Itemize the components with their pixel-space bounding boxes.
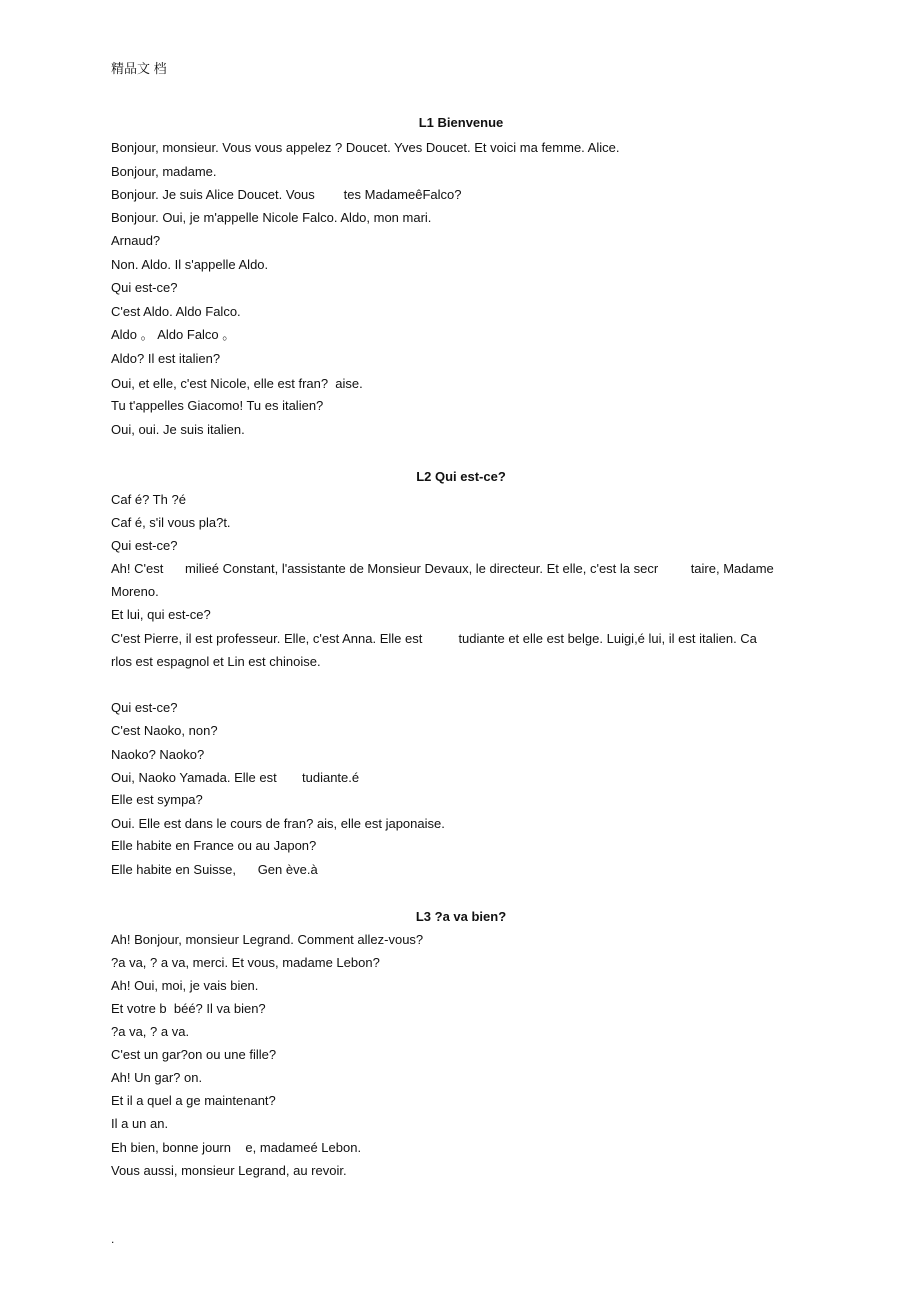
dialogue-line: Caf é? Th ?é: [111, 492, 186, 507]
dialogue-line: Qui est-ce?: [111, 280, 178, 295]
section-title-l3: L3 ?a va bien?: [415, 909, 507, 924]
dialogue-line: Oui. Elle est dans le cours de fran? ais, elle est japonaise.: [111, 816, 445, 831]
dialogue-line: Il a un an.: [111, 1116, 169, 1131]
page-footer: .: [111, 1232, 115, 1246]
dialogue-line: Ah! Un gar? on.: [111, 1070, 203, 1085]
dialogue-line: Oui, et elle, c'est Nicole, elle est fran? aise.: [111, 376, 363, 391]
dialogue-line: Et lui, qui est-ce?: [111, 607, 211, 622]
dialogue-line: Oui, Naoko Yamada. Elle est tudiante.é: [111, 770, 360, 785]
section-title-l1: L1 Bienvenue: [418, 115, 504, 130]
dialogue-line: Ah! Bonjour, monsieur Legrand. Comment allez-vous?: [111, 932, 424, 947]
dialogue-line: Aldo? Il est italien?: [111, 351, 221, 366]
dialogue-line: Aldo 。 Aldo Falco 。: [111, 327, 236, 342]
dialogue-line: Elle habite en France ou au Japon?: [111, 838, 317, 853]
dialogue-line: Bonjour, monsieur. Vous vous appelez ? Doucet. Yves Doucet. Et voici ma femme. Alice.: [111, 140, 620, 155]
dialogue-line: Bonjour. Je suis Alice Doucet. Vous tes MadameêFalco?: [111, 187, 462, 202]
dialogue-line: C'est Pierre, il est professeur. Elle, c'est Anna. Elle est tudiante et elle est belge. Luigi,é lui, il est italien. Ca: [111, 631, 757, 646]
dialogue-line: Et votre b béé? Il va bien?: [111, 1001, 266, 1016]
dialogue-line: Non. Aldo. Il s'appelle Aldo.: [111, 257, 269, 272]
dialogue-line: ?a va, ? a va.: [111, 1024, 190, 1039]
dialogue-line: C'est Naoko, non?: [111, 723, 218, 738]
dialogue-line: Elle habite en Suisse, Gen ève.à: [111, 862, 318, 877]
dialogue-line: Ah! C'est milieé Constant, l'assistante de Monsieur Devaux, le directeur. Et elle, c'est la secr taire, Madame: [111, 561, 774, 576]
dialogue-line: Et il a quel a ge maintenant?: [111, 1093, 276, 1108]
dialogue-line: Qui est-ce?: [111, 538, 178, 553]
dialogue-line: Caf é, s'il vous pla?t.: [111, 515, 231, 530]
dialogue-line: Arnaud?: [111, 233, 161, 248]
dialogue-line: Moreno.: [111, 584, 159, 599]
page-header: 精品文 档: [111, 61, 167, 76]
dialogue-line: Ah! Oui, moi, je vais bien.: [111, 978, 259, 993]
dialogue-line: Vous aussi, monsieur Legrand, au revoir.: [111, 1163, 347, 1178]
dialogue-line: Oui, oui. Je suis italien.: [111, 422, 245, 437]
dialogue-line: Bonjour. Oui, je m'appelle Nicole Falco. Aldo, mon mari.: [111, 210, 432, 225]
dialogue-line: Eh bien, bonne journ e, madameé Lebon.: [111, 1140, 362, 1155]
dialogue-line: Elle est sympa?: [111, 792, 203, 807]
dialogue-line: rlos est espagnol et Lin est chinoise.: [111, 654, 321, 669]
dialogue-line: C'est Aldo. Aldo Falco.: [111, 304, 241, 319]
section-title-l2: L2 Qui est-ce?: [416, 469, 506, 484]
dialogue-line: Qui est-ce?: [111, 700, 178, 715]
dialogue-line: Bonjour, madame.: [111, 164, 217, 179]
dialogue-line: C'est un gar?on ou une fille?: [111, 1047, 277, 1062]
dialogue-line: ?a va, ? a va, merci. Et vous, madame Lebon?: [111, 955, 380, 970]
dialogue-line: Tu t'appelles Giacomo! Tu es italien?: [111, 398, 324, 413]
dialogue-line: Naoko? Naoko?: [111, 747, 205, 762]
